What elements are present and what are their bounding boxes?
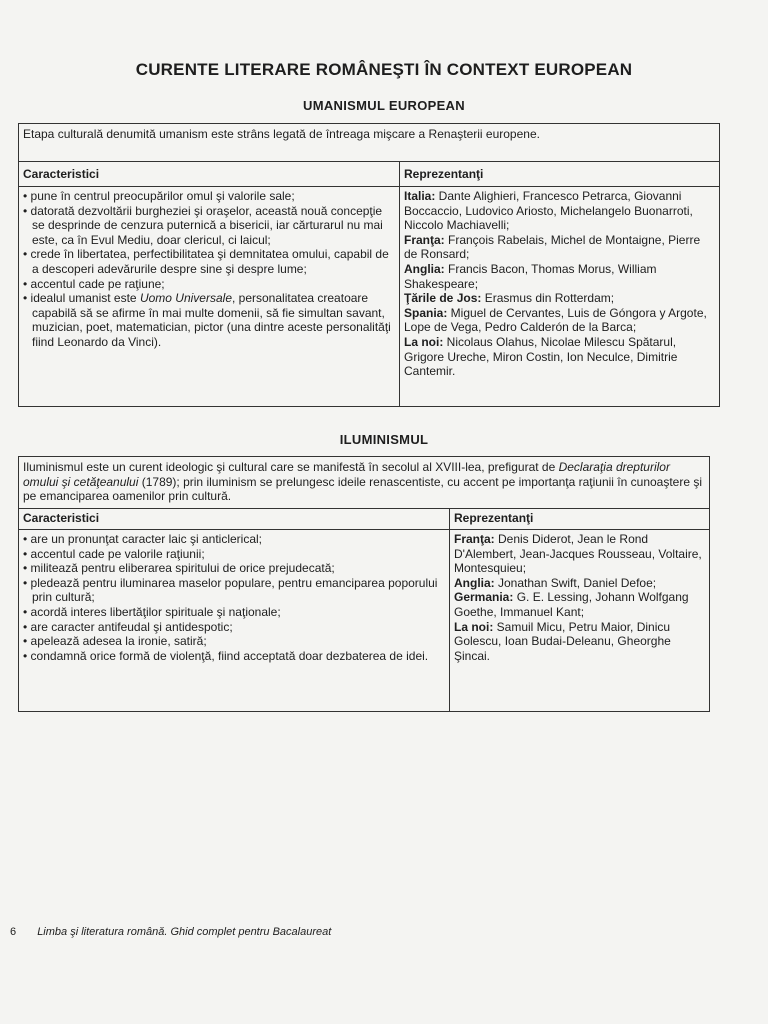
representative-country: Spania: [404,305,448,320]
representative-names: Nicolaus Olahus, Nicolae Milescu Spătarul, Grigore Ureche, Miron Costin, Ion Neculce, Dimitrie Cantemir. [404,334,678,379]
characteristic-item: • condamnă orice formă de violenţă, fiind acceptată doar dezbaterea de idei. [23,649,445,664]
iluminism-characteristics [19,530,449,712]
representative-entry [454,620,705,664]
representative-country: Franţa: [404,232,445,247]
characteristic-item: • accentul cade pe raţiune; [23,277,395,292]
umanism-table [18,123,720,407]
characteristic-item: • are un pronunţat caracter laic şi anticlerical; [23,532,445,547]
representative-names: Samuil Micu, Petru Maior, Dinicu Golescu, Ioan Budai-Deleanu, Gheorghe Şincai. [454,619,671,663]
representative-country: Ţările de Jos: [404,291,482,306]
characteristic-item: • pune în centrul preocupărilor omul şi valorile sale; [23,189,395,204]
representative-country: Anglia: [404,261,445,276]
characteristic-item: • acordă interes libertăţilor spirituale şi naţionale; [23,605,445,620]
iluminism-header-row [19,509,709,530]
umanism-body-row [19,187,719,407]
page-footer [10,926,331,938]
iluminism-intro-italic: Declaraţia drepturilor omului şi cetăţeanului [23,460,670,489]
characteristic-italic: Uomo Universale [139,291,232,306]
iluminism-intro [19,457,709,509]
umanism-representatives-list [404,189,715,379]
representative-entry [404,262,715,291]
representative-country: Franţa: [454,532,495,546]
book-title: Limba şi literatura română. Ghid complet pentru Bacalaureat [37,926,332,938]
iluminism-representatives [449,530,709,712]
umanism-representatives [399,187,719,407]
representative-names: François Rabelais, Michel de Montaigne, Pierre de Ronsard; [404,232,701,262]
representative-entry [404,335,715,379]
iluminism-col1-header: Caracteristici [23,511,100,525]
section-title-iluminism: ILUMINISMUL [339,432,429,447]
representative-entry [404,233,715,262]
representative-names: Dante Alighieri, Francesco Petrarca, Giovanni Boccaccio, Ludovico Ariosto, Michelangelo Buonarroti, Niccolo Machiavelli; [404,189,693,233]
representative-names: Jonathan Swift, Daniel Defoe; [494,575,657,590]
representative-names: Francis Bacon, Thomas Morus, William Shakespeare; [404,261,657,291]
page-title: CURENTE LITERARE ROMÂNEŞTI ÎN CONTEXT EUROPEAN [135,60,633,79]
page-number: 6 [10,926,17,938]
characteristic-item: • crede în libertatea, perfectibilitatea şi demnitatea omului, capabil de a descoperi adevărurile despre sine şi despre lume; [23,247,395,276]
umanism-col2-header: Reprezentanţi [399,162,719,186]
representative-entry [404,291,715,306]
characteristic-item [23,291,395,349]
representative-names: Erasmus din Rotterdam; [481,291,615,306]
characteristic-item: • pledează pentru iluminarea maselor populare, pentru emanciparea poporului prin cultură; [23,576,445,605]
iluminism-body-row [19,530,709,712]
representative-country: La noi: [404,334,444,349]
characteristic-item: • apelează adesea la ironie, satiră; [23,634,445,649]
section-title-umanism: UMANISMUL EUROPEAN [303,98,465,113]
umanism-characteristics [19,187,399,407]
representative-country: La noi: [454,619,494,634]
iluminism-intro-after: (1789); prin iluminism se prelungesc ideile renascentiste, cu accent pe importanţa raţiunii în cunoaştere şi pe emanciparea oamenilor prin cultură. [23,474,703,504]
umanism-characteristics-list [23,189,395,350]
umanism-intro: Etapa culturală denumită umanism este strâns legată de întreaga mişcare a Renaşterii europene. [19,124,719,162]
representative-entry [454,576,705,591]
representative-entry [404,306,715,335]
characteristic-item: • datorată dezvoltării burgheziei şi oraşelor, această nouă concepţie se desprinde de cenzura puternică a bisericii, iar cărturarul nu mai este, ca în Evul Mediu, doar clericul, ci laicul; [23,204,395,248]
representative-entry [454,532,705,576]
iluminism-representatives-list [454,532,705,663]
characteristic-text: idealul umanist este [30,291,140,306]
iluminism-intro-before: Iluminismul este un curent ideologic şi cultural care se manifestă în secolul al XVIII-lea, prefigurat de [23,460,559,474]
iluminism-characteristics-list [23,532,445,663]
characteristic-text: , personalitatea creatoare capabilă să se afirme în mai multe domenii, să fie simultan savant, muzician, poet, matematician, pictor (una dintre aceste personalităţi fiind Leonardo da Vinci). [32,291,391,349]
representative-country: Italia: [404,189,436,203]
umanism-col1-header: Caracteristici [23,167,100,181]
representative-entry [404,189,715,233]
representative-entry [454,590,705,619]
characteristic-item: • militează pentru eliberarea spiritului de orice prejudecată; [23,561,445,576]
umanism-header-row [19,162,719,187]
representative-country: Germania: [454,590,514,605]
characteristic-item: • accentul cade pe valorile raţiunii; [23,547,445,562]
representative-names: Denis Diderot, Jean le Rond D'Alembert, Jean-Jacques Rousseau, Voltaire, Montesquieu; [454,532,702,576]
characteristic-item: • are caracter antifeudal şi antidespotic; [23,620,445,635]
representative-names: Miguel de Cervantes, Luis de Góngora y Argote, Lope de Vega, Pedro Calderón de la Barca; [404,305,707,335]
iluminism-col2-header: Reprezentanţi [449,509,709,529]
representative-country: Anglia: [454,575,495,590]
representative-names: G. E. Lessing, Johann Wolfgang Goethe, Immanuel Kant; [454,590,689,619]
iluminism-table [18,456,710,712]
